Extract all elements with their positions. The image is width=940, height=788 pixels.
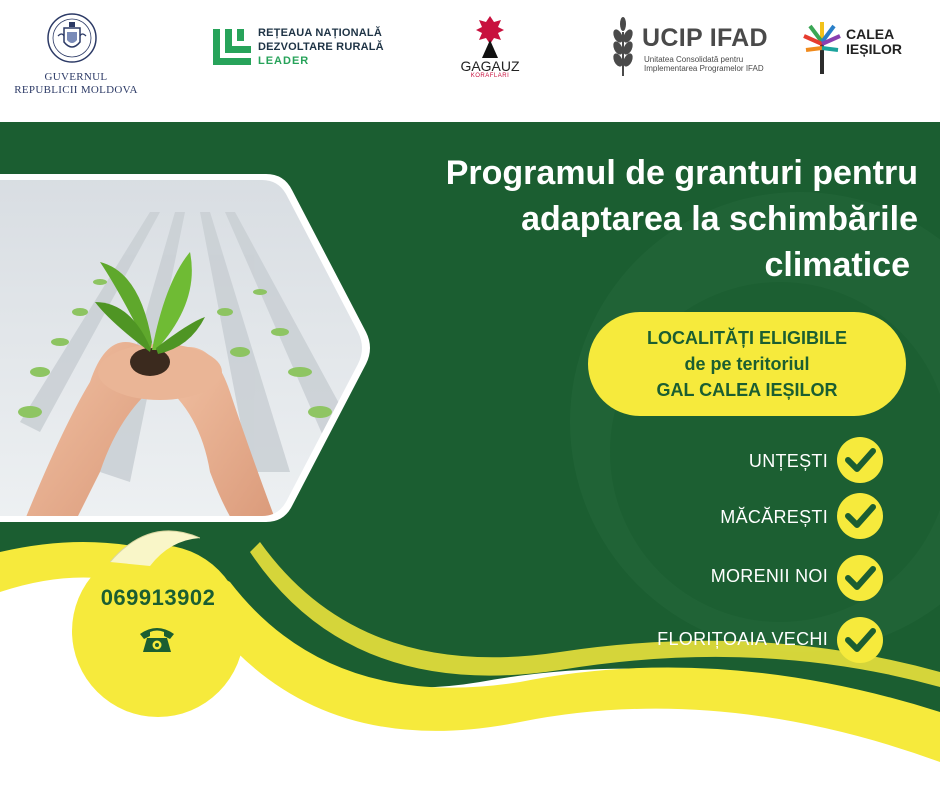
eligible-line1: LOCALITĂȚI ELIGIBILE — [647, 328, 847, 348]
calea-iesilor-tree-icon — [800, 18, 844, 74]
program-title — [278, 150, 918, 288]
rndr-logo-text — [258, 26, 384, 68]
calea-iesilor-text — [846, 27, 902, 57]
rndr-line2: DEZVOLTARE RURALĂ — [258, 41, 384, 53]
title-line2: adaptarea la schimbările — [521, 200, 918, 238]
ucip-subtitle — [644, 55, 764, 73]
rndr-line1: REȚEAUA NAȚIONALĂ — [258, 27, 382, 39]
rndr-leader-logo-icon — [213, 27, 253, 67]
moldova-coat-of-arms-icon — [42, 10, 102, 66]
check-circle-icon — [836, 436, 884, 484]
gov-line1: GUVERNUL — [44, 71, 108, 83]
eligible-line2: de pe teritoriul — [684, 354, 810, 374]
locality-floritoaia-vechi: FLORIȚOAIA VECHI — [657, 629, 828, 649]
wheat-icon — [608, 14, 638, 76]
calea-line1: CALEA — [846, 26, 895, 42]
gov-logo-text — [6, 71, 146, 97]
title-line1: Programul de granturi pentru — [445, 154, 918, 192]
gagauz-subtitle: KORAFLARI — [470, 73, 510, 79]
gagauz-title: GAGAUZ — [460, 58, 520, 74]
check-circle-icon — [836, 492, 884, 540]
gagauz-logo-icon — [474, 14, 506, 60]
locality-macaresti: MĂCĂREȘTI — [720, 507, 828, 527]
rndr-line3: LEADER — [258, 55, 310, 67]
locality-untesti: UNȚEȘTI — [748, 451, 828, 471]
check-circle-icon — [836, 616, 884, 664]
ucip-sub1: Unitatea Consolidată pentru — [644, 55, 744, 64]
calea-line2: IEȘILOR — [846, 41, 903, 57]
telephone-icon — [138, 624, 176, 654]
phone-number[interactable]: 069913902 — [100, 585, 216, 610]
page-curl-decoration — [110, 522, 200, 570]
eligible-localities-badge — [588, 312, 906, 416]
locality-morenii-noi: MORENII NOI — [710, 566, 828, 586]
title-line3: climatice — [764, 246, 910, 284]
check-circle-icon — [836, 554, 884, 602]
gov-line2: REPUBLICII MOLDOVA — [14, 84, 138, 96]
ucip-sub2: Implementarea Programelor IFAD — [644, 64, 764, 73]
logo-header — [0, 0, 940, 122]
ucip-title: UCIP IFAD — [642, 24, 768, 52]
eligible-line3: GAL CALEA IEȘILOR — [656, 380, 838, 400]
